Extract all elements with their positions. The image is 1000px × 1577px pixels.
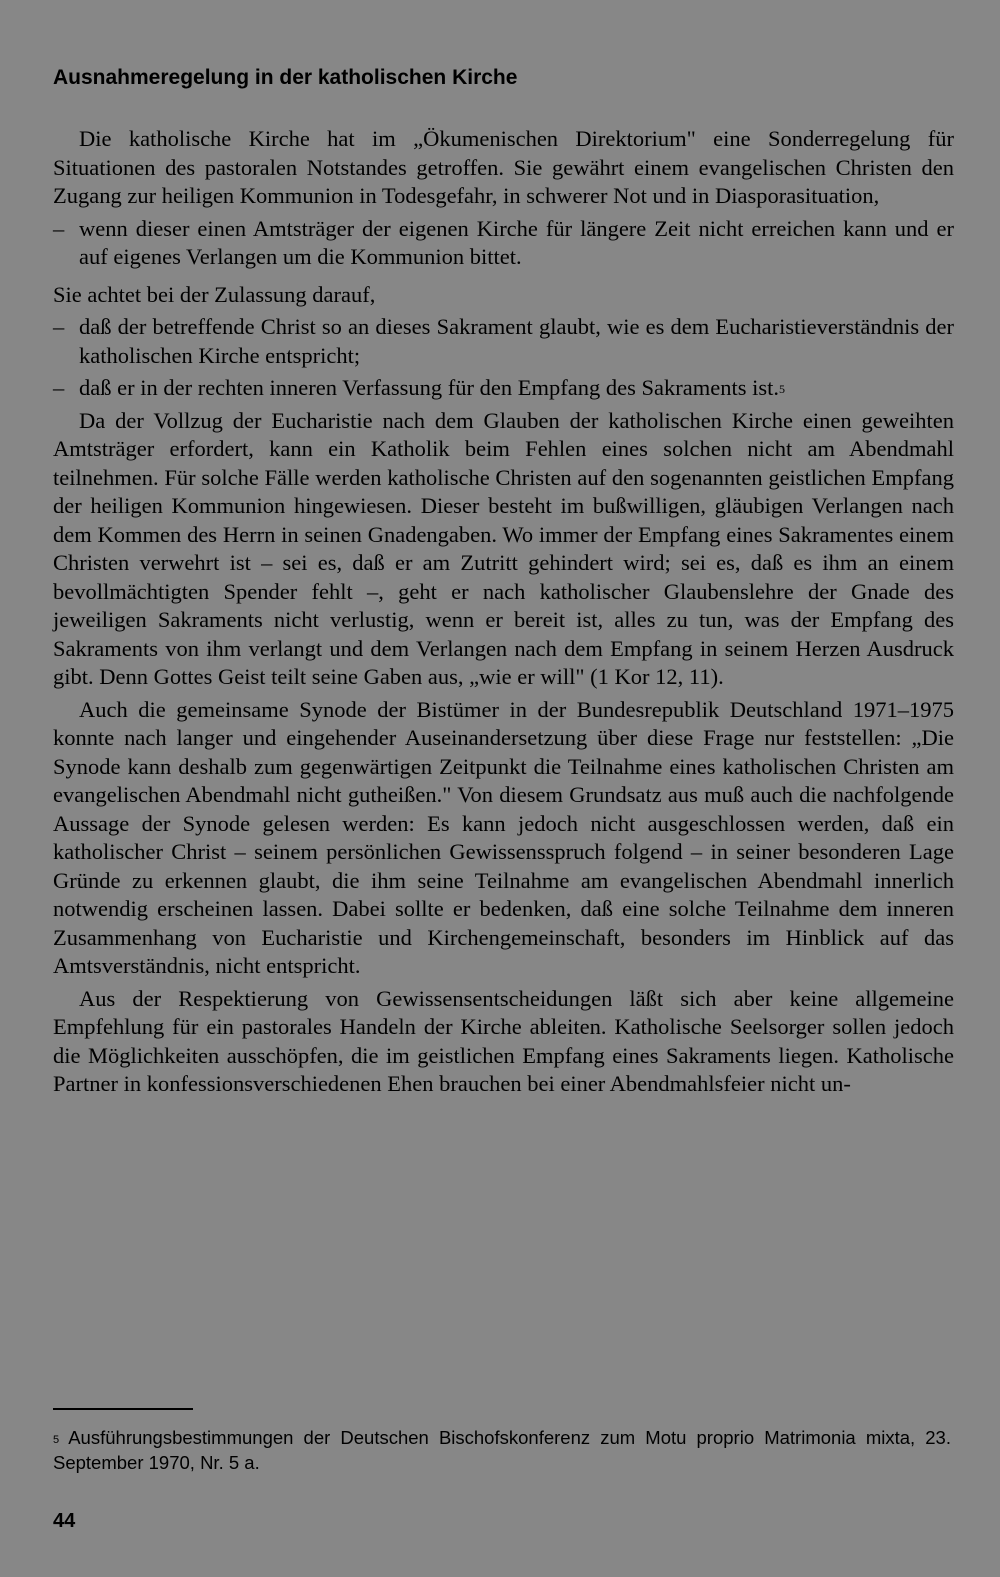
- dash-item-text: daß er in der rechten inneren Verfassung für den Empfang des Sakraments ist.: [79, 375, 779, 400]
- dash-item-2: [53, 313, 954, 370]
- paragraph-2: Sie achtet bei der Zulassung darauf,: [53, 281, 376, 307]
- section-heading: Ausnahmeregelung in der katholischen Kirche: [53, 66, 518, 89]
- dash-mark: –: [53, 215, 65, 241]
- dash-item-text: wenn dieser einen Amtsträger der eigenen Kirche für längere Zeit nicht erreichen kann und er auf eigenes Verlangen um die Kommunion bittet.: [79, 215, 954, 269]
- paragraph-5: Aus der Respektierung von Gewissensentscheidungen läßt sich aber keine allgemeine Empfehlung für ein pastorales Handeln der Kirche ableiten. Katholische Seelsorger sollen jedoch die Möglichkeiten ausschöpfen, die im geistlichen Empfang eines Sakraments liegen. Katholische Partner in konfessionsverschiedenen Ehen brauchen bei einer Abendmahlsfeier nicht un-: [53, 985, 954, 1096]
- paragraph-3: Da der Vollzug der Eucharistie nach dem Glauben der katholischen Kirche einen geweihten Amtsträger erfordert, kann ein Katholik beim Fehlen eines solchen nicht am Abendmahl teilnehmen. Für solche Fälle werden katholische Christen auf den sogenannten geistlichen Empfang der heiligen Kommunion hingewiesen. Dieser besteht im bußwilligen, gläubigen Verlangen nach dem Kommen des Herrn in seinen Gnadengaben. Wo immer der Empfang eines Sakramentes einem Christen verwehrt ist – sei es, daß er am Zutritt gehindert wird; sei es, daß es ihm an einem bevollmächtigten Spender fehlt –, geht er nach katholischer Glaubenslehre der Gnade des jeweiligen Sakraments nicht verlustig, wenn er bereit ist, alles zu tun, was der Empfang des Sakraments von ihm verlangt und dem Verlangen nach dem Empfang in seinem Herzen Ausdruck gibt. Denn Gottes Geist teilt seine Gaben aus, „wie er will" (1 Kor 12, 11).: [53, 407, 954, 689]
- paragraph-4: Auch die gemeinsame Synode der Bistümer in der Bundesrepublik Deutschland 1971–1975 konnte nach langer und eingehender Auseinandersetzung über diese Frage nur feststellen: „Die Synode kann deshalb zum gegenwärtigen Zeitpunkt die Teilnahme eines katholischen Christen am evangelischen Abendmahl nicht gutheißen." Von diesem Grundsatz aus muß auch die nachfolgende Aussage der Synode gelesen werden: Es kann jedoch nicht ausgeschlossen werden, daß ein katholischer Christ – seinem persönlichen Gewissensspruch folgend – in seiner besonderen Lage Gründe zu erkennen glaubt, die ihm seine Teilnahme am evangelischen Abendmahl innerlich notwendig erscheinen lassen. Dabei sollte er bedenken, daß eine solche Teilnahme dem inneren Zusammenhang von Eucharistie und Kirchengemeinschaft, besonders im Hinblick auf das Amtsverständnis, nicht entspricht.: [53, 696, 954, 978]
- footnote-text: Ausführungsbestimmungen der Deutschen Bischofskonferenz zum Motu proprio Matrimonia mixta, 23. September 1970, Nr. 5 a.: [53, 1427, 951, 1473]
- footnote-divider: [53, 1408, 193, 1410]
- dash-item-text: daß der betreffende Christ so an dieses Sakrament glaubt, wie es dem Eucharistieverständnis der katholischen Kirche entspricht;: [79, 314, 954, 368]
- paragraph-1: Die katholische Kirche hat im „Ökumenischen Direktorium" eine Sonderregelung für Situationen des pastoralen Notstandes getroffen. Sie gewährt einem evangelischen Christen den Zugang zur heiligen Kommunion in Todesgefahr, in schwerer Not und in Diasporasituation,: [53, 126, 954, 208]
- footnote-reference: 5: [778, 382, 785, 396]
- dash-item-3: [53, 374, 954, 403]
- footnote: [53, 1425, 951, 1475]
- dash-mark: –: [53, 375, 65, 400]
- page-number: 44: [53, 1510, 76, 1532]
- page-body: [53, 60, 954, 1099]
- dash-mark: –: [53, 314, 65, 339]
- dash-item-1: [53, 215, 954, 272]
- footnote-number: 5: [53, 1434, 60, 1446]
